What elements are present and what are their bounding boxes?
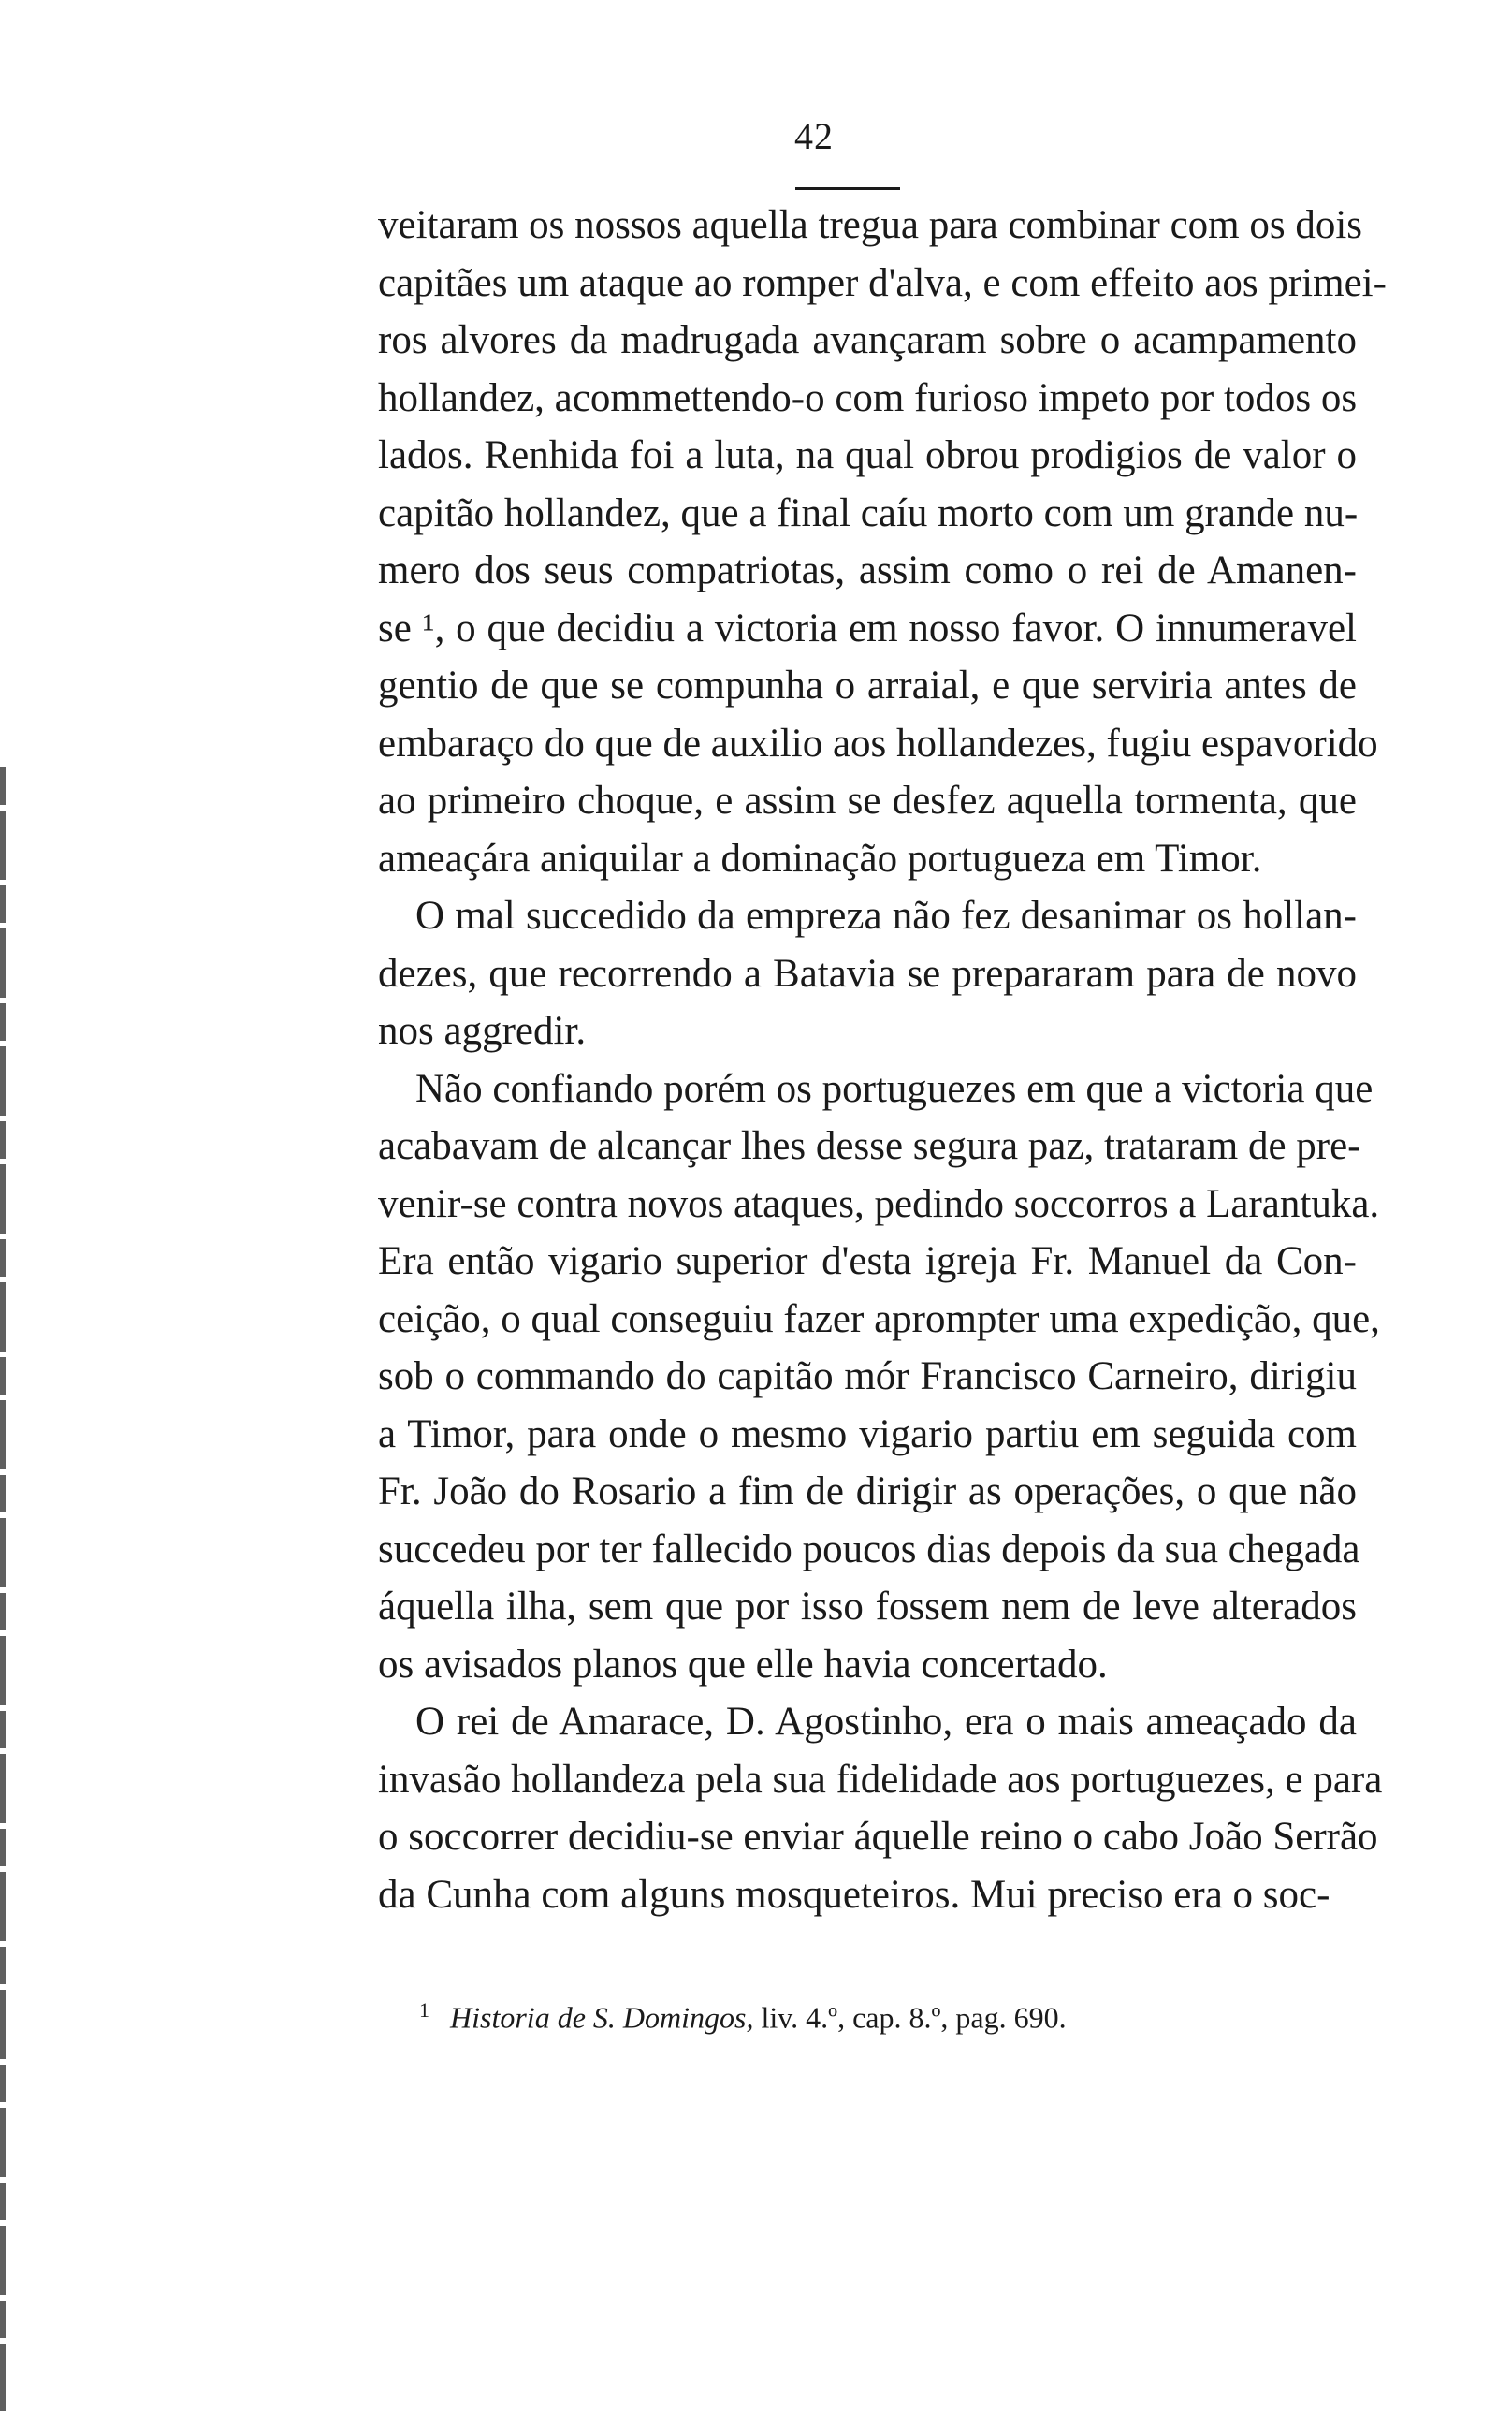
text-line: dezes, que recorrendo a Batavia se prepararam para de novo	[378, 951, 1357, 996]
text-line: acabavam de alcançar lhes desse segura paz, trataram de pre-	[378, 1124, 1361, 1168]
page-number-rule	[795, 187, 900, 190]
text-line: O rei de Amarace, D. Agostinho, era o mais ameaçado da	[415, 1700, 1357, 1744]
text-line: O mal succedido da empreza não fez desanimar os hollan-	[415, 894, 1357, 938]
paragraph	[378, 887, 1357, 1060]
paragraph	[378, 1693, 1383, 1923]
footnote-number: 1	[419, 1998, 429, 2022]
text-line: lados. Renhida foi a luta, na qual obrou prodigios de valor o	[378, 433, 1357, 477]
page-edge-shadow	[0, 767, 6, 2411]
text-line: a Timor, para onde o mesmo vigario partiu em seguida com	[378, 1411, 1357, 1456]
text-line: invasão hollandeza pela sua fidelidade aos portuguezes, e para	[378, 1757, 1383, 1802]
text-line: gentio de que se compunha o arraial, e que serviria antes de	[378, 664, 1357, 708]
text-line: ameaçára aniquilar a dominação portugueza em Timor.	[378, 836, 1262, 881]
text-line: se ¹, o que decidiu a victoria em nosso favor. O innumeravel	[378, 606, 1357, 650]
page-number: 42	[794, 115, 834, 157]
paragraph	[378, 197, 1387, 887]
text-line: ros alvores da madrugada avançaram sobre o acampamento	[378, 318, 1357, 362]
text-line: embaraço do que de auxilio aos hollandezes, fugiu espavorido	[378, 721, 1378, 766]
text-line: hollandez, acommettendo-o com furioso impeto por todos os	[378, 375, 1358, 420]
footnote-source-title: Historia de S. Domingos,	[450, 2000, 754, 2035]
text-line: capitão hollandez, que a final caíu morto com um grande nu-	[378, 490, 1359, 535]
text-line: ceição, o qual conseguiu fazer aprompter uma expedição, que,	[378, 1296, 1380, 1341]
text-line: capitães um ataque ao romper d'alva, e com effeito aos primei-	[378, 260, 1387, 305]
text-line: Não confiando porém os portuguezes em que a victoria que	[415, 1066, 1374, 1111]
text-line: mero dos seus compatriotas, assim como o rei de Amanen-	[378, 548, 1357, 592]
text-line: venir-se contra novos ataques, pedindo soccorros a Larantuka.	[378, 1181, 1380, 1226]
text-line: sob o commando do capitão mór Francisco Carneiro, dirigiu	[378, 1354, 1357, 1398]
text-line: áquella ilha, sem que por isso fossem nem de leve alterados	[378, 1585, 1357, 1629]
text-line: da Cunha com alguns mosqueteiros. Mui preciso era o soc-	[378, 1872, 1330, 1917]
text-line: os avisados planos que elle havia concertado.	[378, 1642, 1108, 1687]
text-line: nos aggredir.	[378, 1009, 587, 1053]
footnote-reference: liv. 4.º, cap. 8.º, pag. 690.	[753, 2000, 1067, 2035]
text-line: veitaram os nossos aquella tregua para combinar com os dois	[378, 203, 1363, 247]
footnote	[419, 1992, 1067, 2037]
paragraph	[378, 1060, 1380, 1694]
text-line: Fr. João do Rosario a fim de dirigir as operações, o que não	[378, 1469, 1357, 1513]
text-line: o soccorrer decidiu-se enviar áquelle reino o cabo João Serrão	[378, 1815, 1378, 1859]
text-line: succedeu por ter fallecido poucos dias depois da sua chegada	[378, 1527, 1360, 1571]
text-line: Era então vigario superior d'esta igreja Fr. Manuel da Con-	[378, 1239, 1357, 1283]
body-text	[378, 197, 1387, 1923]
text-line: ao primeiro choque, e assim se desfez aquella tormenta, que	[378, 779, 1357, 823]
